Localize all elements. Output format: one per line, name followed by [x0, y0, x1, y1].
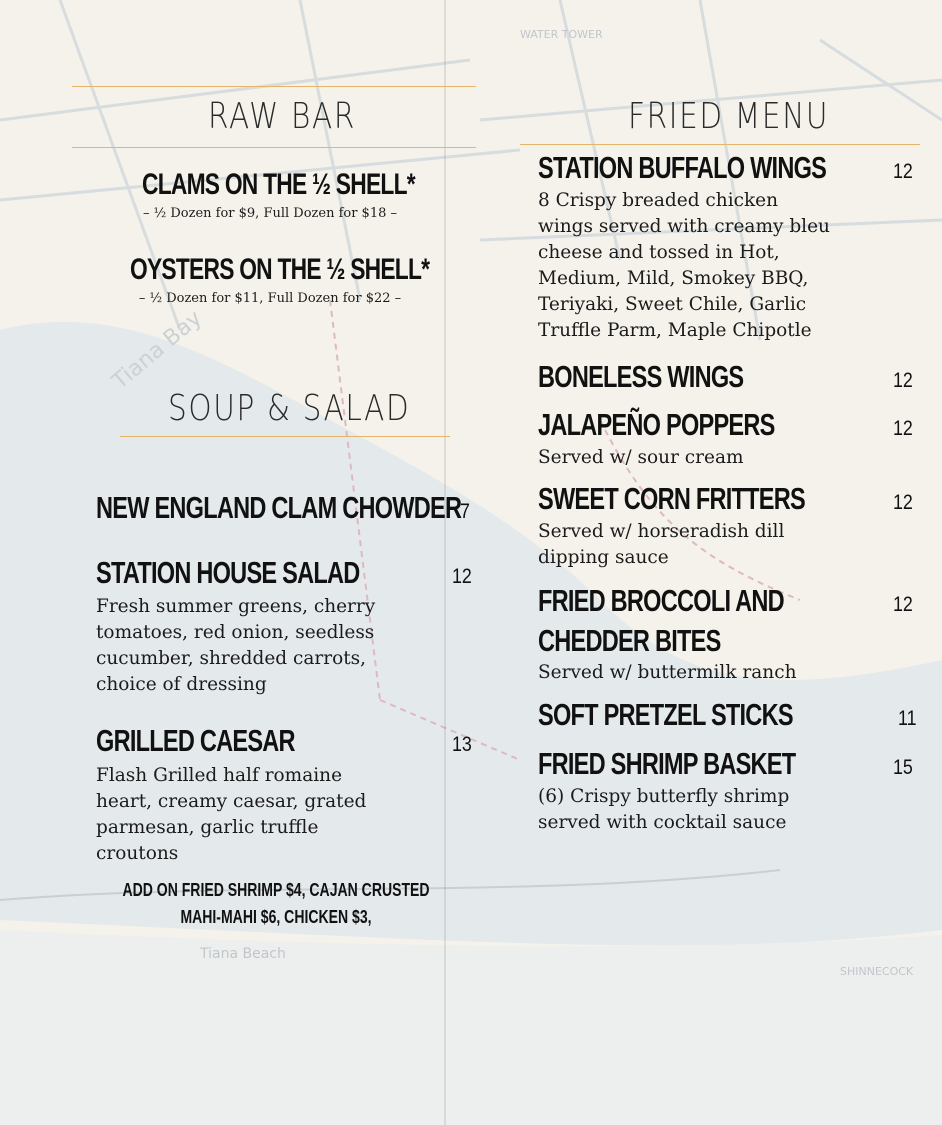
- description-line: cucumber, shredded carrots,: [96, 648, 367, 669]
- description-line: heart, creamy caesar, grated: [96, 791, 367, 812]
- menu-item-description: [96, 594, 375, 698]
- menu-item-title: BONELESS WINGS: [538, 359, 744, 394]
- description-line: Fresh summer greens, cherry: [96, 596, 376, 617]
- add-on-line: ADD ON FRIED SHRIMP $4, CAJAN CRUSTED: [122, 880, 430, 900]
- menu-item-title: NEW ENGLAND CLAM CHOWDER: [96, 490, 462, 525]
- map-label: Tiana Bay: [107, 305, 207, 395]
- menu-item-description: [538, 519, 784, 571]
- section-heading-soup-salad: SOUP & SALAD: [168, 388, 411, 429]
- menu-item-title: FRIED SHRIMP BASKET: [538, 746, 796, 781]
- description-line: Flash Grilled half romaine: [96, 765, 343, 786]
- description-line: Served w/ horseradish dill: [538, 521, 785, 542]
- menu-item-description: [538, 660, 797, 686]
- menu-item-price: 12: [893, 593, 913, 616]
- section-heading-raw-bar: RAW BAR: [208, 96, 356, 137]
- menu-item-title: GRILLED CAESAR: [96, 723, 295, 758]
- add-on-line: MAHI-MAHI $6, CHICKEN $3,: [180, 907, 372, 927]
- menu-item-description: [96, 763, 366, 867]
- menu-item-title: OYSTERS ON THE ½ SHELL*: [130, 253, 430, 286]
- add-on-note: [120, 877, 432, 931]
- menu-item-price: 15: [893, 756, 913, 779]
- description-line: Truffle Parm, Maple Chipotle: [538, 320, 812, 341]
- menu-item-description: [538, 784, 789, 836]
- page-fold: [444, 0, 446, 1125]
- description-line: parmesan, garlic truffle: [96, 817, 319, 838]
- section-heading-fried-menu: FRIED MENU: [628, 96, 830, 137]
- description-line: served with cocktail sauce: [538, 812, 787, 833]
- description-line: croutons: [96, 843, 179, 864]
- section-divider: [520, 144, 920, 145]
- menu-item-price: 12: [893, 491, 913, 514]
- menu-item-price: 12: [893, 369, 913, 392]
- menu-item-description: [538, 188, 830, 344]
- description-line: (6) Crispy butterfly shrimp: [538, 786, 790, 807]
- menu-item-price: 12: [893, 417, 913, 440]
- map-label: SHINNECOCK: [840, 965, 914, 978]
- map-label: Tiana Beach: [200, 946, 286, 962]
- map-label: WATER TOWER: [520, 28, 603, 41]
- menu-item-title: STATION HOUSE SALAD: [96, 555, 360, 590]
- menu-item-description: [538, 445, 744, 471]
- description-line: tomatoes, red onion, seedless: [96, 622, 375, 643]
- menu-item-subtitle: – ½ Dozen for $9, Full Dozen for $18 –: [142, 206, 398, 221]
- description-line: Medium, Mild, Smokey BBQ,: [538, 268, 809, 289]
- menu-item-title: JALAPEÑO POPPERS: [538, 407, 775, 442]
- menu-item-price: 12: [893, 160, 913, 183]
- menu-item-title: SOFT PRETZEL STICKS: [538, 697, 793, 732]
- description-line: choice of dressing: [96, 674, 267, 695]
- menu-item-price: 13: [452, 733, 472, 756]
- description-line: cheese and tossed in Hot,: [538, 242, 780, 263]
- description-line: Teriyaki, Sweet Chile, Garlic: [538, 294, 807, 315]
- section-divider: [120, 436, 450, 437]
- menu-item-price: 7: [460, 500, 470, 523]
- menu-item-title: STATION BUFFALO WINGS: [538, 150, 827, 185]
- description-line: dipping sauce: [538, 547, 669, 568]
- description-line: wings served with creamy bleu: [538, 216, 830, 237]
- description-line: Served w/ sour cream: [538, 447, 744, 468]
- menu-item-title: CHEDDER BITES: [538, 623, 721, 658]
- menu-item-title: SWEET CORN FRITTERS: [538, 481, 805, 516]
- menu-item-price: 12: [452, 565, 472, 588]
- menu-item-title: CLAMS ON THE ½ SHELL*: [142, 168, 415, 201]
- description-line: 8 Crispy breaded chicken: [538, 190, 779, 211]
- menu-item-subtitle: – ½ Dozen for $11, Full Dozen for $22 –: [138, 291, 402, 306]
- menu-item-title: FRIED BROCCOLI AND: [538, 583, 784, 618]
- menu-item-price: 11: [898, 707, 917, 730]
- description-line: Served w/ buttermilk ranch: [538, 662, 797, 683]
